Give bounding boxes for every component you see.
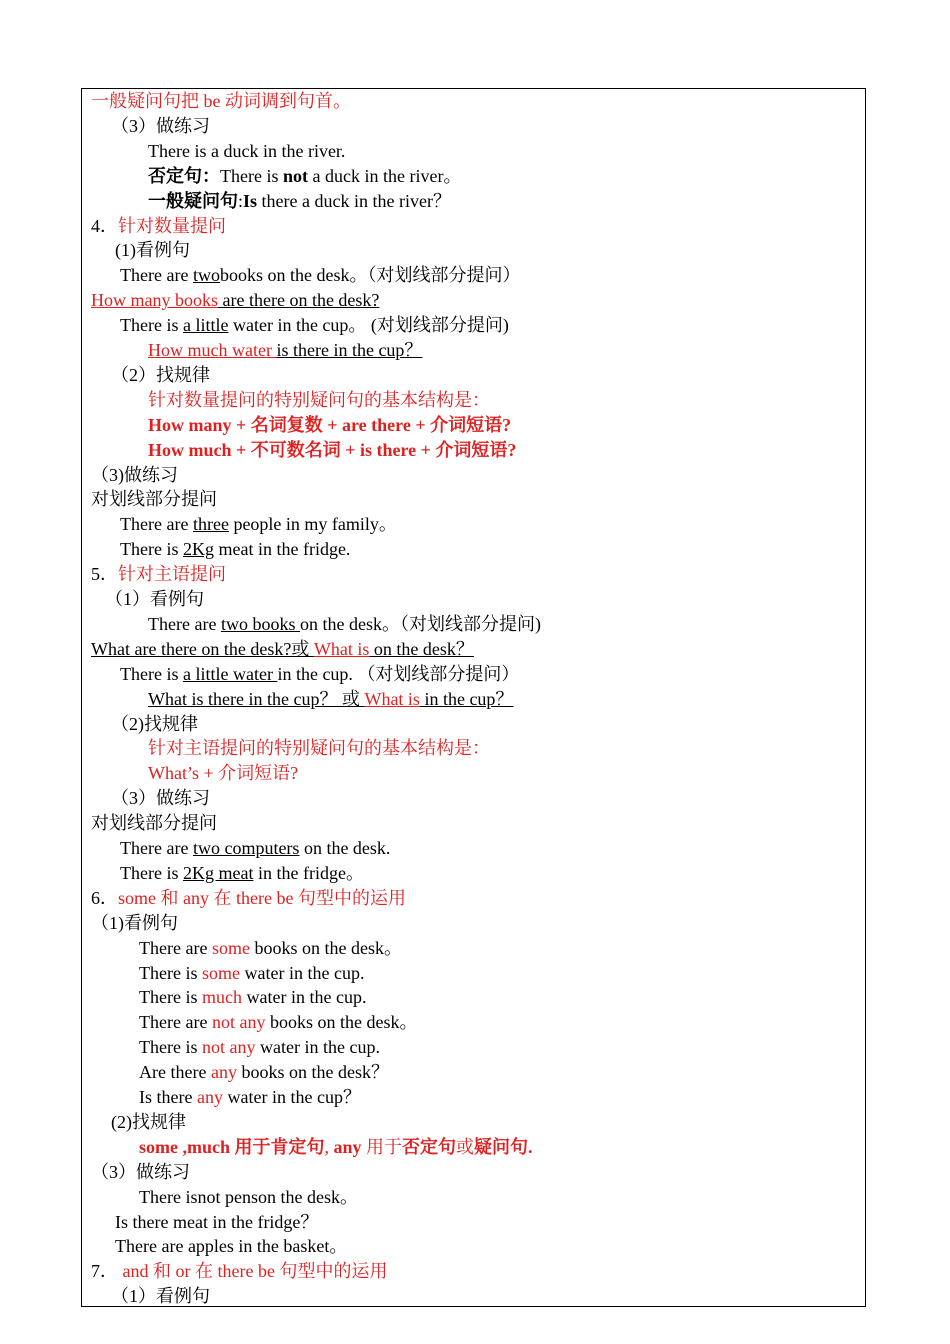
text-segment: （1)看例句 <box>91 912 178 933</box>
text-segment: 针对数量提问 <box>118 215 226 236</box>
text-segment: water in the cup. <box>255 1037 380 1058</box>
text-segment: in the fridge。 <box>253 862 364 883</box>
text-line <box>139 985 366 1009</box>
text-segment: There are apples in the basket。 <box>115 1236 348 1257</box>
text-segment: are there on the desk? <box>218 290 380 311</box>
text-line <box>91 1259 387 1283</box>
text-segment: , <box>324 1136 334 1157</box>
text-segment: Is <box>243 190 258 211</box>
text-line <box>91 811 217 835</box>
text-segment: 针对主语提问的特别疑问句的基本结构是： <box>148 738 490 759</box>
text-segment: 一般疑问句 <box>148 190 238 211</box>
text-segment: 用于 <box>361 1136 403 1157</box>
text-segment: water in the cup. <box>239 962 365 983</box>
text-line <box>139 1185 358 1209</box>
text-line <box>91 487 217 511</box>
text-segment: There is <box>120 315 183 336</box>
text-segment: any <box>196 1087 223 1107</box>
text-line <box>91 214 226 238</box>
text-segment: There are <box>120 265 193 286</box>
text-segment: 否定句 <box>402 1136 457 1157</box>
text-line <box>148 413 511 437</box>
text-segment: (2)找规律 <box>111 1111 186 1132</box>
text-segment: What is <box>313 638 370 659</box>
text-line <box>148 139 345 163</box>
text-segment: people in my family。 <box>228 514 397 535</box>
text-segment: any <box>210 1062 237 1083</box>
text-line <box>91 1160 190 1184</box>
text-segment: There are <box>139 1012 212 1033</box>
text-line <box>148 388 490 412</box>
text-line <box>91 288 379 312</box>
text-segment: not <box>282 165 308 186</box>
text-segment: on the desk. <box>299 838 391 858</box>
text-line <box>148 164 461 188</box>
text-segment: 一般疑问句把 be 动词调到句首。 <box>91 91 351 111</box>
text-segment: What is <box>364 688 420 709</box>
text-segment: 疑问句. <box>474 1136 533 1157</box>
text-segment: （1）看例句 <box>105 589 204 609</box>
text-segment: 5． <box>91 564 118 585</box>
text-segment: water in the cup？ <box>222 1087 361 1107</box>
text-segment: 对划线部分提问 <box>91 489 217 510</box>
text-line <box>139 1135 533 1159</box>
text-segment: 2Kg meat <box>182 862 254 883</box>
text-segment: There is <box>139 987 202 1008</box>
text-line <box>91 562 226 586</box>
text-line <box>139 1010 417 1034</box>
text-segment: How many + 名词复数 + are there + 介词短语? <box>148 414 512 435</box>
text-segment: 2Kg <box>182 539 214 560</box>
text-line <box>115 1210 318 1234</box>
text-segment: on the desk。（对划线部分提问) <box>299 613 541 634</box>
text-line <box>111 1284 210 1308</box>
text-segment: three <box>192 514 229 535</box>
text-segment: (1)看例句 <box>115 240 190 261</box>
text-line <box>120 662 519 686</box>
text-segment: （3）做练习 <box>111 788 210 809</box>
text-segment: : <box>238 190 244 211</box>
text-segment: There is <box>139 1037 202 1058</box>
text-segment: books on the desk。（对划线部分提问） <box>219 265 521 286</box>
text-line <box>120 861 364 885</box>
text-line <box>139 1085 361 1109</box>
text-line <box>115 1234 347 1258</box>
text-line <box>148 736 490 760</box>
text-segment: some <box>211 937 250 958</box>
text-segment: How much + 不可数名词 + is there + 介词短语? <box>148 439 517 460</box>
text-segment: There isnot penson the desk。 <box>139 1186 358 1207</box>
text-segment: （2)找规律 <box>111 713 198 734</box>
text-line <box>139 1035 380 1059</box>
text-segment: some ,much 用于肯定句 <box>139 1136 325 1157</box>
text-segment: books on the desk。 <box>265 1012 418 1033</box>
text-line <box>148 189 451 213</box>
text-line <box>105 587 204 611</box>
text-segment: much <box>201 987 242 1008</box>
text-line <box>111 712 198 736</box>
text-line <box>111 114 210 138</box>
text-segment: There is <box>120 539 183 560</box>
text-line <box>91 89 351 113</box>
text-segment: there a duck in the river？ <box>257 190 451 211</box>
text-segment: is there in the cup？ <box>276 340 423 360</box>
text-segment: in the cup？ <box>419 688 514 709</box>
text-line <box>139 961 364 985</box>
text-line <box>91 463 178 487</box>
text-line <box>111 786 210 810</box>
text-segment: a duck in the river。 <box>308 165 462 186</box>
text-segment: There are <box>139 937 212 958</box>
text-segment: How many books <box>91 290 218 311</box>
text-segment: There is <box>220 165 283 186</box>
text-line <box>111 1110 186 1134</box>
text-segment: 针对数量提问的特别疑问句的基本结构是： <box>148 389 490 410</box>
text-segment: a little water <box>182 663 278 684</box>
text-line <box>139 1060 389 1084</box>
text-segment: Are there <box>139 1062 211 1083</box>
text-line <box>120 537 350 561</box>
text-segment: some <box>201 962 240 983</box>
text-segment: two <box>192 265 220 286</box>
text-segment: not any <box>201 1037 256 1058</box>
text-segment: What are there on the desk?或 <box>91 638 314 659</box>
text-segment: What is there in the cup？ 或 <box>148 688 365 709</box>
text-segment: 否定句： <box>148 165 220 186</box>
text-segment: books on the desk？ <box>236 1062 389 1083</box>
text-segment: There are <box>120 514 193 535</box>
text-segment: （3)做练习 <box>91 464 178 485</box>
text-line <box>115 238 190 262</box>
text-line <box>139 936 402 960</box>
text-segment: There is <box>120 862 183 883</box>
text-segment: 针对主语提问 <box>118 564 226 585</box>
text-line <box>120 512 397 536</box>
text-segment: two computers <box>192 838 300 858</box>
text-segment: There are <box>120 838 193 858</box>
text-segment: on the desk？ <box>369 638 474 659</box>
text-line <box>148 438 516 462</box>
text-line <box>148 761 298 785</box>
text-segment: 或 <box>456 1136 475 1157</box>
text-segment: （1）看例句 <box>111 1286 210 1307</box>
text-segment: 6． <box>91 887 118 908</box>
text-segment: books on the desk。 <box>249 937 402 958</box>
text-line <box>91 886 406 910</box>
text-segment: （2）找规律 <box>111 364 210 385</box>
text-segment: What’s + 介词短语? <box>148 763 299 784</box>
text-segment: （3）做练习 <box>111 115 210 136</box>
text-line <box>111 363 210 387</box>
text-segment: some 和 any 在 there be 句型中的运用 <box>118 887 406 908</box>
text-segment: water in the cup. <box>241 987 367 1008</box>
text-segment: There is a duck in the river. <box>148 140 346 161</box>
text-segment: and 和 or 在 there be 句型中的运用 <box>118 1261 388 1282</box>
text-line <box>120 313 509 337</box>
text-segment: water in the cup。 (对划线部分提问) <box>228 315 509 336</box>
text-line <box>148 612 541 636</box>
text-segment: two books <box>220 613 300 634</box>
text-line <box>120 836 390 860</box>
text-line <box>148 687 513 711</box>
text-line <box>91 911 178 935</box>
text-segment: meat in the fridge. <box>213 539 351 560</box>
text-segment: Is there meat in the fridge？ <box>115 1211 319 1232</box>
text-segment: 7． <box>91 1261 118 1282</box>
text-segment: There is <box>139 962 202 983</box>
text-segment: not any <box>211 1012 266 1033</box>
text-segment: Is there <box>139 1087 197 1107</box>
text-segment: How much water <box>148 340 277 360</box>
text-segment: 对划线部分提问 <box>91 813 217 834</box>
text-line <box>148 338 422 362</box>
text-line <box>120 263 520 287</box>
text-segment: 4． <box>91 215 118 236</box>
text-segment: There is <box>120 663 183 684</box>
text-segment: a little <box>182 315 229 336</box>
text-segment: There are <box>148 613 221 634</box>
text-line <box>91 637 474 661</box>
text-segment: in the cup. （对划线部分提问） <box>277 663 520 684</box>
text-segment: （3）做练习 <box>91 1161 190 1182</box>
text-segment: any <box>333 1136 362 1157</box>
